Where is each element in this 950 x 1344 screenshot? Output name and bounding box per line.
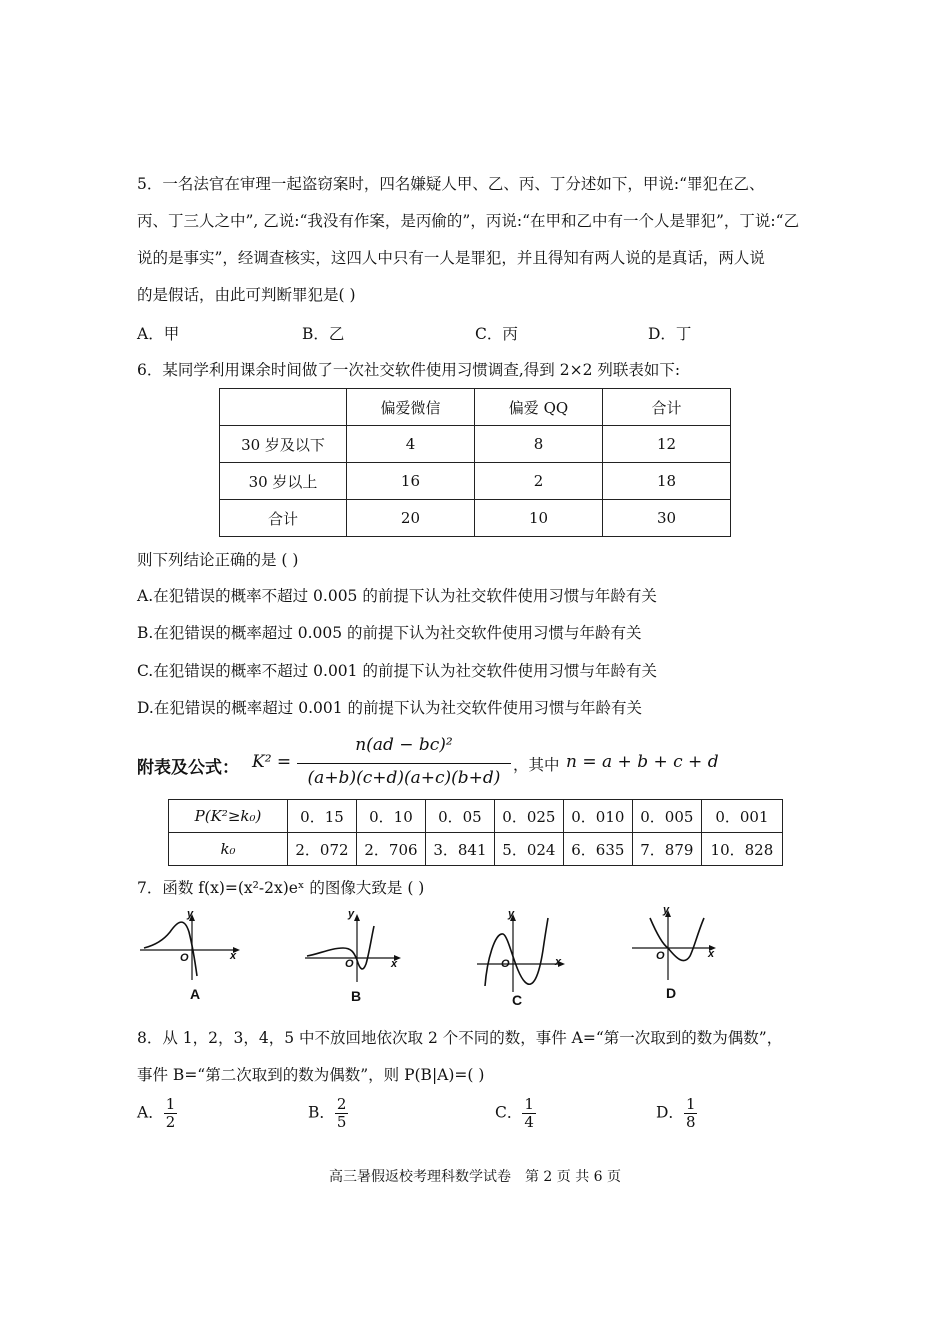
- graph-c-label: C: [512, 992, 523, 1008]
- fraction-numerator: 1: [524, 1095, 534, 1113]
- q6-option-d: D.在犯错误的概率超过 0.001 的前提下认为社交软件使用习惯与年龄有关: [137, 699, 643, 717]
- q8-line-2: 事件 B=“第二次取到的数为偶数”，则 P(B|A)=( ): [137, 1066, 485, 1084]
- graph-c-y-label: y: [508, 908, 515, 920]
- q8-line-1: 8．从 1，2，3，4，5 中不放回地依次取 2 个不同的数，事件 A=“第一次取到的数为偶数”，: [137, 1029, 783, 1047]
- fraction-numerator: 1: [165, 1095, 176, 1113]
- q6-option-a: A.在犯错误的概率不超过 0.005 的前提下认为社交软件使用习惯与年龄有关: [137, 587, 657, 605]
- graph-d-y-label: y: [663, 904, 670, 916]
- graph-option-c: [475, 910, 575, 1010]
- q5-line-3: 说的是事实”，经调查核实，这四人中只有一人是罪犯，并且得知有两人说的是真话，两人说: [137, 249, 765, 267]
- fraction: [164, 1096, 178, 1131]
- table-row: [220, 500, 731, 537]
- fraction-denominator: 2: [165, 1113, 176, 1131]
- q6-option-b: B.在犯错误的概率超过 0.005 的前提下认为社交软件使用习惯与年龄有关: [137, 624, 642, 642]
- table-cell: 合计: [603, 389, 731, 426]
- table-cell: 偏爱微信: [346, 389, 474, 426]
- formula-numerator: n(ad − bc)²: [355, 735, 453, 755]
- table-row: [169, 833, 783, 866]
- table-cell: 0．05: [425, 800, 494, 833]
- table-cell: 0．005: [632, 800, 701, 833]
- table-cell: 0．10: [356, 800, 425, 833]
- table-cell: 7．879: [632, 833, 701, 866]
- contingency-table: [219, 388, 731, 537]
- fraction: [684, 1096, 698, 1131]
- table-cell: 2: [474, 463, 602, 500]
- fraction: [522, 1096, 536, 1131]
- table-cell: 2．072: [288, 833, 357, 866]
- fraction-numerator: 1: [685, 1095, 696, 1113]
- option-label: D．: [656, 1103, 684, 1122]
- table-header-row: [220, 389, 731, 426]
- graph-d-label: D: [666, 985, 677, 1001]
- q5-option-c: C．丙: [475, 325, 518, 343]
- q5-line-1: 5．一名法官在审理一起盗窃案时，四名嫌疑人甲、乙、丙、丁分述如下，甲说:“罪犯在乙、: [137, 175, 765, 193]
- table-cell: 10．828: [701, 833, 782, 866]
- q6-option-c: C.在犯错误的概率不超过 0.001 的前提下认为社交软件使用习惯与年龄有关: [137, 662, 657, 680]
- q5-option-d: D．丁: [648, 325, 692, 343]
- fraction-bar: [297, 763, 511, 764]
- table-cell: 偏爱 QQ: [474, 389, 602, 426]
- fraction-denominator: 8: [685, 1113, 696, 1131]
- graph-c-origin-label: O: [501, 958, 510, 970]
- table-row: [169, 800, 783, 833]
- graph-a-x-label: x: [230, 950, 237, 962]
- table-cell: 10: [474, 500, 602, 537]
- formula-n-definition: n = a + b + c + d: [566, 752, 719, 772]
- graph-option-b: [305, 910, 410, 1005]
- table-cell: 3．841: [425, 833, 494, 866]
- table-cell: 16: [346, 463, 474, 500]
- graph-b-x-label: x: [391, 958, 398, 970]
- q8-option-b: [308, 1096, 348, 1131]
- table-cell: 0．010: [563, 800, 632, 833]
- q5-option-a: A．甲: [137, 325, 180, 343]
- q6-prompt: 则下列结论正确的是 ( ): [137, 551, 299, 569]
- q7-stem: 7．函数 f(x)=(x²-2x)eˣ 的图像大致是 ( ): [137, 879, 425, 897]
- table-cell: k₀: [169, 833, 288, 866]
- graph-a-y-label: y: [187, 908, 194, 920]
- table-cell: 合计: [220, 500, 347, 537]
- q5-line-4: 的是假话，由此可判断罪犯是( ): [137, 286, 356, 304]
- graph-d-plot: [630, 908, 730, 1003]
- graph-b-label: B: [351, 988, 362, 1004]
- table-cell: 20: [346, 500, 474, 537]
- fraction-denominator: 4: [524, 1113, 534, 1131]
- table-cell: 0．15: [288, 800, 357, 833]
- q6-stem: 6．某同学利用课余时间做了一次社交软件使用习惯调查,得到 2×2 列联表如下:: [137, 361, 681, 379]
- table-cell: 2．706: [356, 833, 425, 866]
- option-label: A．: [137, 1103, 164, 1122]
- graph-option-a: [140, 910, 245, 1005]
- table-cell: 0．025: [494, 800, 563, 833]
- graph-b-y-label: y: [348, 908, 355, 920]
- table-cell: 30 岁及以下: [220, 426, 347, 463]
- q5-option-b: B．乙: [302, 325, 345, 343]
- graph-option-d: [630, 904, 730, 1003]
- table-cell: P(K²≥k₀): [169, 800, 288, 833]
- appendix-title: 附表及公式：: [137, 758, 239, 777]
- table-row: [220, 463, 731, 500]
- table-cell: 5．024: [494, 833, 563, 866]
- graph-d-x-label: x: [708, 948, 715, 960]
- table-cell: 30: [603, 500, 731, 537]
- graph-a-origin-label: O: [180, 952, 189, 964]
- table-cell: 18: [603, 463, 731, 500]
- formula-lhs: K² =: [252, 752, 292, 772]
- option-label: C．: [495, 1103, 523, 1122]
- graph-c-x-label: x: [555, 956, 562, 968]
- graph-b-origin-label: O: [345, 958, 354, 970]
- table-cell: 0．001: [701, 800, 782, 833]
- fraction-denominator: 5: [336, 1113, 347, 1131]
- q8-option-d: [656, 1096, 697, 1131]
- table-cell: 4: [346, 426, 474, 463]
- formula-denominator: (a+b)(c+d)(a+c)(b+d): [307, 768, 501, 788]
- q8-option-c: [495, 1096, 536, 1131]
- page-footer: 高三暑假返校考理科数学试卷 第 2 页 共 6 页: [328, 1169, 622, 1185]
- fraction: [335, 1096, 349, 1131]
- q8-option-a: [137, 1096, 177, 1131]
- table-row: [220, 426, 731, 463]
- graph-d-origin-label: O: [656, 950, 665, 962]
- table-cell: 6．635: [563, 833, 632, 866]
- table-cell: 30 岁以上: [220, 463, 347, 500]
- critical-value-table: [168, 799, 783, 866]
- table-cell: [220, 389, 347, 426]
- q5-line-2: 丙、丁三人之中”, 乙说:“我没有作案，是丙偷的”，丙说:“在甲和乙中有一个人是罪犯”，丁说:“乙: [137, 212, 800, 230]
- formula-where: ，其中: [513, 756, 560, 774]
- table-cell: 12: [603, 426, 731, 463]
- option-label: B．: [308, 1103, 335, 1122]
- table-cell: 8: [474, 426, 602, 463]
- graph-a-label: A: [190, 986, 201, 1002]
- fraction-numerator: 2: [336, 1095, 347, 1113]
